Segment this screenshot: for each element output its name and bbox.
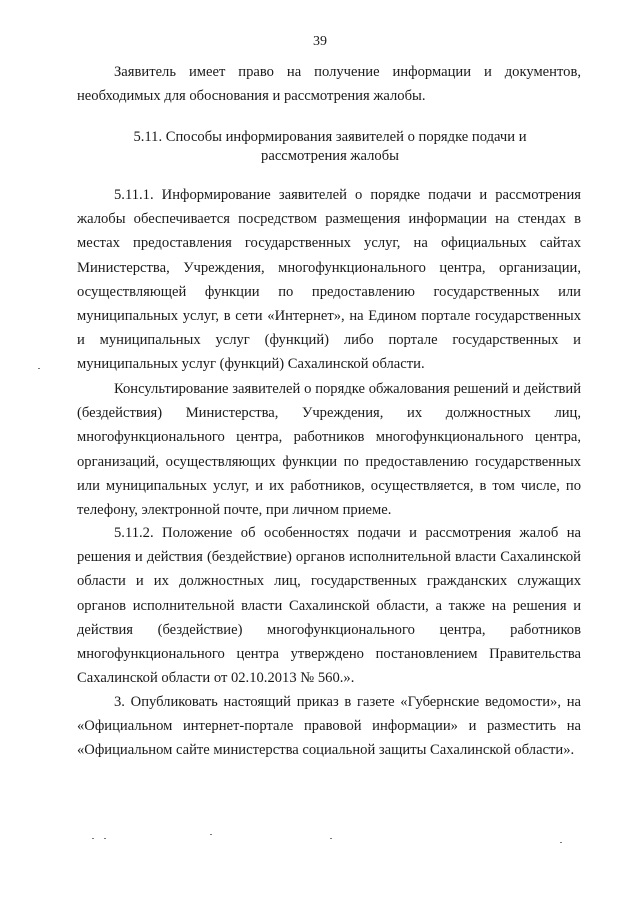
scan-speck: [210, 834, 212, 835]
paragraph-right-to-information: [77, 60, 581, 108]
paragraph-text: 5.11.1. Информирование заявителей о порядке подачи и рассмотрения жалобы обеспечивается посредством размещения информации на стендах в местах предоставления государственных услуг, на официальных сайтах Министерства, Учреждения, многофункционального центра, организации, осуществляющей функции по предоставлению государственных или муниципальных услуг, в сети «Интернет», на Едином портале государственных и муниципальных услуг (функций) либо портале государственных и муниципальных услуг (функций) Сахалинской области.: [77, 187, 581, 373]
section-heading-5-11: 5.11. Способы информирования заявителей о порядке подачи и рассмотрения жалобы: [133, 129, 527, 164]
paragraph-text: Консультирование заявителей о порядке обжалования решений и действий (бездействия) Министерства, Учреждения, их должностных лиц, многофункционального центра, работников многофункционального центра, организаций, осуществляющих функции по предоставлению государственных или муниципальных услуг, и их работников, осуществляется, в том числе, по телефону, электронной почте, при личном приеме.: [77, 381, 581, 519]
paragraph-text: Заявитель имеет право на получение информации и документов, необходимых для обоснования и рассмотрения жалобы.: [77, 64, 581, 105]
scan-speck: [560, 842, 562, 843]
paragraph-5-11-1: [77, 183, 581, 377]
paragraph-text: 3. Опубликовать настоящий приказ в газете «Губернские ведомости», на «Официальном интернет-портале правовой информации» и разместить на «Официальном сайте министерства социальной защиты Сахалинской области».: [77, 694, 581, 759]
scan-speck: [104, 838, 106, 839]
scan-speck: [38, 368, 40, 369]
paragraph-5-11-2: [77, 521, 581, 690]
paragraph-consulting: [77, 377, 581, 522]
scan-speck: [330, 838, 332, 839]
page-number: 39: [313, 34, 327, 49]
paragraph-publish-order: [77, 690, 581, 763]
paragraph-text: 5.11.2. Положение об особенностях подачи и рассмотрения жалоб на решения и действия (бездействие) органов исполнительной власти Сахалинской области и их должностных лиц, государственных гражданских служащих органов исполнительной власти Сахалинской области, а также на решения и действия (бездействие) многофункционального центра, работников многофункционального центра утверждено постановлением Правительства Сахалинской области от 02.10.2013 № 560.».: [77, 525, 581, 687]
scan-speck: [92, 838, 94, 839]
